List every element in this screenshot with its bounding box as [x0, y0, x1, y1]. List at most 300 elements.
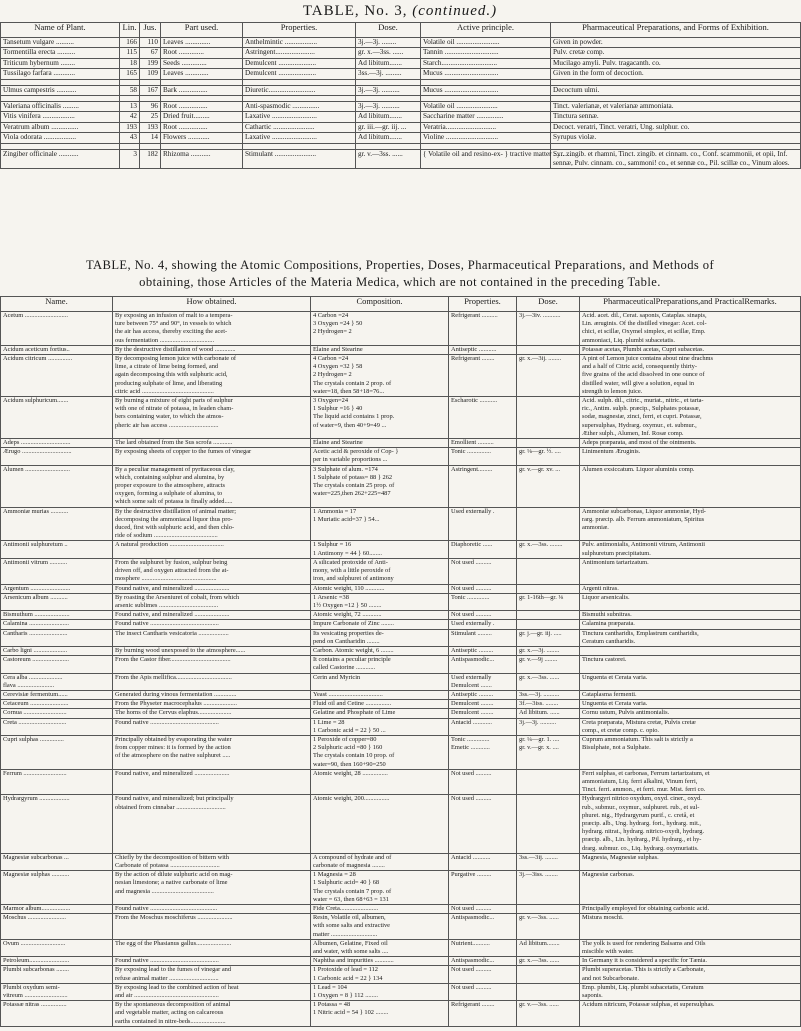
table-4-line: gr. v.—3ss. ......: [519, 1001, 559, 1009]
table-4-cell-prop: [449, 355, 517, 397]
table-4-line: Magnesiæ sulphas ...........: [3, 871, 70, 879]
table-4-cell-name: [1, 558, 113, 584]
table-4-cell-dose: [517, 983, 580, 1000]
table-3-cell: 18: [120, 58, 140, 68]
table-4-line: Lin. æruginis. Of the distilled vinegar: Acet. col-: [582, 320, 707, 328]
table-4-line: Argentum .........................: [3, 584, 71, 592]
table-4-line: gr. j.—gr. iij. .....: [519, 629, 562, 637]
table-3-cell: Root ................: [161, 102, 243, 112]
table-4-line: Emetic ............: [451, 744, 490, 752]
table-3-cell: Viola odorata ..................: [1, 133, 120, 143]
table-3-cell: Demulcent .....................: [243, 58, 356, 68]
table-4-cell-prop: [449, 448, 517, 465]
table-3-column-header: Pharmaceutical Preparations, and Forms of Exhibition.: [551, 23, 801, 38]
table-4-line: sulphuretum præcipitatum.: [582, 549, 651, 557]
table-4-cell-prop: [449, 709, 517, 718]
table-4-cell-dose: [517, 709, 580, 718]
table-4-cell-name: [1, 465, 113, 507]
table-4-line: Alumen exsiccatum. Liquor aluminis comp.: [582, 465, 695, 473]
table-4-line: By roasting the Arseniuret of cobalt, from which: [115, 593, 240, 601]
table-4-line: gr. ¼—gr. 1. ....: [519, 735, 560, 743]
table-4-cell-name: [1, 611, 113, 620]
table-4-row: [1, 735, 801, 769]
table-3-cell: 110: [140, 38, 161, 48]
table-4-cell-dose: [517, 611, 580, 620]
table-4-line: The egg of the Phasianus gallus......................: [115, 939, 232, 947]
table-3-cell: 14: [140, 133, 161, 143]
table-4-line: Antimonii sulphuretum ..: [3, 541, 68, 549]
table-4-cell-prop: [449, 620, 517, 629]
table-4-row: [1, 795, 801, 853]
table-4-line: Acidum citricum ...............: [3, 355, 73, 363]
table-4-line: 3 Oxygen =24 } 50: [313, 320, 363, 328]
table-4-line: distilled water, will give a solution, equal in: [582, 379, 695, 387]
table-4-line: By decomposing lemon juice with carbonate of: [115, 355, 237, 363]
table-4-line: Antimonii vitrum ...........: [3, 558, 68, 566]
table-4-line: Adeps præparata, and most of the ointments.: [582, 439, 697, 447]
table-4-cell-dose: [517, 700, 580, 709]
table-3-cell: Root ................: [161, 122, 243, 132]
table-4-cell-dose: [517, 795, 580, 853]
table-4-cell-name: [1, 914, 113, 940]
table-4-cell-prop: [449, 795, 517, 853]
table-4-cell-prop: [449, 700, 517, 709]
table-3-row: [1, 69, 801, 79]
table-4-line: ammoniæ.: [582, 524, 609, 532]
table-4-line: Ad libitum........: [519, 939, 560, 947]
table-4-line: Atomic weight, 200................: [313, 795, 390, 803]
table-4-line: 2 Hydrogen= 2: [313, 371, 352, 379]
table-4-line: nesian limestone; a native carbonate of lime: [115, 879, 228, 887]
table-4-cell-how: [113, 611, 311, 620]
table-4-cell-prop: [449, 871, 517, 905]
table-4-cell-how: [113, 939, 311, 956]
table-4-line: Calamina .........................: [3, 620, 70, 628]
table-4-line: 2 Sulphuric acid =80 } 160: [313, 744, 383, 752]
table-4-line: Ferri sulphas, et carbonas, Ferrum tartarizatum, et: [582, 769, 710, 777]
table-3-cell: Tinctura sennæ.: [551, 112, 801, 122]
table-4-cell-prep: [580, 448, 801, 465]
table-4-cell-comp: [311, 709, 449, 718]
table-4-cell-comp: [311, 871, 449, 905]
table-4-cell-prep: [580, 558, 801, 584]
table-4-row: [1, 646, 801, 655]
table-4-cell-prop: [449, 541, 517, 558]
table-3-cell: Bark ................: [161, 85, 243, 95]
table-4-line: Principally obtained by evaporating the water: [115, 735, 232, 743]
table-4-cell-how: [113, 448, 311, 465]
table-4-row: [1, 966, 801, 983]
table-4-line: Ammoniæ murias ...........: [3, 507, 69, 515]
table-4-line: Plumbi oxydum semi-: [3, 983, 60, 991]
table-4-cell-prep: [580, 718, 801, 735]
table-4-cell-how: [113, 439, 311, 448]
table-4-line: By the destructive distillation of animal matter;: [115, 507, 237, 515]
table-4-cell-dose: [517, 966, 580, 983]
table-3-cell: 67: [140, 48, 161, 58]
table-3-cell: Flowers ............: [161, 133, 243, 143]
table-4-line: and air .....................................................: [115, 992, 219, 1000]
table-3-cell: Rhizoma ...........: [161, 149, 243, 169]
table-4-line: Emollient ..........: [451, 439, 494, 447]
table-4-cell-comp: [311, 558, 449, 584]
table-4-line: Not used ..........: [451, 966, 492, 974]
table-4-line: water=18, then 58+18=76...: [313, 387, 385, 395]
table-4-cell-comp: [311, 397, 449, 439]
table-3-cell: Leaves ..............: [161, 38, 243, 48]
table-4-line: Refrigerant ........: [451, 355, 495, 363]
table-4-line: Plumbi superacetas. This is strictly a Carbonate,: [582, 966, 706, 974]
table-4-cell-how: [113, 905, 311, 914]
table-4-cell-prop: [449, 905, 517, 914]
table-4-row: [1, 914, 801, 940]
table-4-line: Fide Creta........................: [313, 905, 379, 913]
table-4-line: driven off, and oxygen attracted from the at-: [115, 567, 229, 575]
table-4-cell-comp: [311, 541, 449, 558]
table-4-cell-dose: [517, 957, 580, 966]
table-4-cell-comp: [311, 700, 449, 709]
table-4-line: 1 Antimony = 44 } 60........: [313, 549, 382, 557]
table-4-line: Magnesiæ subcarbonas ...: [3, 853, 69, 861]
table-4-line: From the Castor fiber......................................: [115, 656, 231, 664]
table-3-cell: 165: [120, 69, 140, 79]
table-4-line: 1 Lead = 104: [313, 983, 347, 991]
table-4-line: By the spontaneous decomposition of animal: [115, 1001, 231, 1009]
table-4-cell-name: [1, 439, 113, 448]
table-4-line: 1 Sulphur = 16: [313, 541, 352, 549]
table-4-cell-how: [113, 507, 311, 541]
table-4-cell-dose: [517, 718, 580, 735]
table-4-cell-name: [1, 700, 113, 709]
table-4-cell-prep: [580, 769, 801, 795]
table-4-cell-name: [1, 966, 113, 983]
table-4-cell-name: [1, 905, 113, 914]
table-4-column-header: Dose.: [517, 297, 580, 312]
table-3-cell: 115: [120, 48, 140, 58]
table-4-line: Tonic ...............: [451, 448, 492, 456]
table-4-line: 3j.—3iv. ...........: [519, 312, 561, 319]
table-4-line: and water, with some salts ....: [313, 948, 389, 956]
table-4-cell-dose: [517, 593, 580, 610]
table-4-line: By exposing lead to the fumes of vinegar and: [115, 966, 232, 974]
table-4-cell-comp: [311, 611, 449, 620]
table-4-line: By exposing lead to the combined action of heat: [115, 983, 239, 991]
table-4-row: [1, 439, 801, 448]
table-4-row: [1, 700, 801, 709]
table-4-cell-prop: [449, 611, 517, 620]
table-4-cell-name: [1, 541, 113, 558]
table-4-line: 1 Oxygen = 8 } 112 ........: [313, 992, 379, 1000]
table-4-line: A pint of Lemon juice contains about nine drachms: [582, 355, 713, 363]
table-4-cell-prep: [580, 966, 801, 983]
table-3-cell: Diuretic..........................: [243, 85, 356, 95]
table-4-cell-comp: [311, 939, 449, 956]
table-4-line: Used externally .: [451, 507, 495, 515]
table-3-cell: Demulcent .....................: [243, 69, 356, 79]
table-4-line: Cantharis ........................: [3, 629, 68, 637]
table-4-line: Emp. plumbi, Liq. plumbi subacetatis, Ceratum: [582, 983, 704, 991]
table-4-line: Ammoniæ subcarbonas, Liquor ammoniæ, Hyd-: [582, 507, 706, 515]
table-3-cell: 3: [120, 149, 140, 169]
table-4-line: Not used ..........: [451, 584, 492, 592]
table-4-column-header: PharmaceuticalPreparations,and PracticalRemarks.: [580, 297, 801, 312]
table-4-line: 3j.—3iss. ........: [519, 871, 558, 879]
table-4-column-header: Properties.: [449, 297, 517, 312]
table-4-line: Æther sulph., Alumen, Inf. Rosæ comp.: [582, 429, 684, 437]
table-4-cell-comp: [311, 656, 449, 673]
table-4-line: 1 Nitric acid = 54 } 102 ........: [313, 1009, 389, 1017]
table-4-line: From the Apis mellifica...................................: [115, 673, 232, 681]
table-4-cell-how: [113, 397, 311, 439]
table-4-line: Tonic ..............: [451, 735, 490, 743]
table-4-cell-prop: [449, 983, 517, 1000]
table-4-cell-how: [113, 966, 311, 983]
table-4-line: Found native ..........................................: [115, 905, 218, 913]
table-4-line: arsenic sublimes .....................................: [115, 601, 219, 609]
table-4-line: five grains of the acid dissolved in one ounce of: [582, 371, 705, 379]
table-4-line: præcip. alb., Ung. hydrarg. fort., hydrarg. mit.,: [582, 819, 702, 827]
table-4-line: gr. v.—9j ........: [519, 656, 558, 664]
table-4-line: sodæ, magnesiæ, zinci, ferri, et cupri. Potassæ,: [582, 413, 702, 421]
table-3-cell: Saccharine matter ...............: [421, 112, 551, 122]
table-3-cell: gr. v.—3ss. ......: [356, 149, 421, 169]
table-4-line: proper exposure to the atmosphere, attracts: [115, 482, 226, 490]
table-4-cell-prep: [580, 584, 801, 593]
table-4-line: Not used ..........: [451, 558, 492, 566]
table-3-cell: Astringent......................: [243, 48, 356, 58]
table-4-line: 3ss.—3ij. ........: [519, 853, 558, 861]
table-4-line: Atomic weight, 110 ............: [313, 584, 385, 592]
table-3-cell: Valeriana officinalis .........: [1, 102, 120, 112]
table-4-cell-name: [1, 312, 113, 346]
table-4-line: Bismuthi subnitras.: [582, 611, 632, 619]
table-4-cell-how: [113, 558, 311, 584]
table-4-line: Magnesiæ carbonas.: [582, 871, 635, 879]
table-3-cell: 193: [120, 122, 140, 132]
table-3-cell: Dried fruit.........: [161, 112, 243, 122]
table-4-line: lime, a citrate of lime being formed, and: [115, 363, 219, 371]
table-4-cell-comp: [311, 983, 449, 1000]
table-4-cell-name: [1, 709, 113, 718]
table-4-cell-comp: [311, 593, 449, 610]
table-4-line: 1 Lime = 28: [313, 718, 345, 726]
table-4-line: Found native, and mineralized ......................: [115, 611, 230, 619]
table-4-cell-comp: [311, 355, 449, 397]
table-4-line: which, containing sulphur and alumina, by: [115, 473, 225, 481]
table-4-line: Tonic ..............: [451, 593, 490, 601]
table-4-line: drarg. submur. co., Liq. hydrarg. oxymuriatis.: [582, 844, 699, 852]
table-4-line: carbonate of magnesia ........: [313, 862, 385, 869]
table-4-line: Creta ..............................: [3, 718, 67, 726]
table-4-cell-comp: [311, 966, 449, 983]
table-4-line: Bisulphate, not a Sulphate.: [582, 744, 651, 752]
table-4-line: gr. x.—3ss. ........: [519, 541, 563, 549]
table-4-column-header: Composition.: [311, 297, 449, 312]
table-4: [0, 296, 801, 1027]
table-4-cell-dose: [517, 345, 580, 354]
table-4-row: [1, 507, 801, 541]
table-4-row: [1, 584, 801, 593]
table-4-row: [1, 656, 801, 673]
table-4-line: obtained from cinnabar ...............................: [115, 803, 226, 811]
table-4-line: Ærugo ...............................: [3, 448, 72, 456]
table-4-line: Acidum sulphuricum.......: [3, 397, 69, 405]
table-4-heading-line2: obtaining, those Articles of the Materia Medica, which are not contained in the preceding Table.: [139, 275, 661, 289]
table-3-cell: 58: [120, 85, 140, 95]
table-4-line: rarg. præcip. alb. Ferrum ammoniatum, Spiritus: [582, 515, 705, 523]
table-4-line: Cornu ustum, Pulvis antimonialis.: [582, 709, 670, 717]
table-4-line: ous fermentation ..................................: [115, 336, 215, 344]
table-4-line: It contains a peculiar principle: [313, 656, 391, 664]
table-4-line: from copper mines: it is formed by the action: [115, 744, 231, 752]
table-4-line: Acidum aceticum fortius..: [3, 345, 70, 353]
table-4-cell-dose: [517, 1001, 580, 1027]
table-4-row: [1, 629, 801, 646]
table-4-cell-prop: [449, 312, 517, 346]
table-4-line: Ad libitum. ......: [519, 709, 560, 717]
table-4-line: of the atmosphere on the native sulphuret .....: [115, 752, 231, 760]
table-4-line: 2 Hydrogen= 2: [313, 328, 352, 336]
table-4-line: strength to lemon juice.: [582, 387, 643, 395]
table-4-cell-comp: [311, 345, 449, 354]
table-4-line: Carbonate of potassa ...............................: [115, 862, 220, 869]
table-4-line: 1 Arsenic =38: [313, 593, 349, 601]
table-3-cell: 3j.—3j. ..........: [356, 85, 421, 95]
table-4-cell-how: [113, 735, 311, 769]
table-4-cell-prep: [580, 957, 801, 966]
table-4-line: 1 Sulphate of potass= 88 } 262: [313, 473, 393, 481]
table-4-cell-comp: [311, 690, 449, 699]
table-4-cell-comp: [311, 584, 449, 593]
table-3-column-header: Part used.: [161, 23, 243, 38]
table-3-column-header: Lin.: [120, 23, 140, 38]
table-4-cell-how: [113, 629, 311, 646]
table-4-cell-dose: [517, 673, 580, 690]
table-4-line: gr. x.—3ss. ......: [519, 957, 560, 965]
table-4-cell-name: [1, 397, 113, 439]
table-4-line: rub., submur., oxymur., sulphuret. rub., et sul-: [582, 803, 700, 811]
table-4-line: Antiseptic .........: [451, 690, 494, 698]
table-4-line: 1½ Oxygen =12 } 50 ........: [313, 601, 382, 609]
table-4-line: The liquid acid contains 1 prop.: [313, 413, 395, 421]
table-4-line: duced, first with sulphuric acid, and then chlo-: [115, 524, 235, 532]
table-3-cell: Tannin ..............................: [421, 48, 551, 58]
table-4-cell-how: [113, 690, 311, 699]
table-4-line: Acidum nitricum, Potassæ sulphas, et supersulphas.: [582, 1001, 715, 1009]
table-3-cell: { Volatile oil and resino-ex- } tractive matter ............: [421, 149, 551, 169]
table-3-cell: Volatile oil ........................: [421, 38, 551, 48]
table-3-cell: Given in the form of decoction.: [551, 69, 801, 79]
table-4-cell-prop: [449, 718, 517, 735]
table-4-cell-how: [113, 853, 311, 870]
table-4-cell-how: [113, 709, 311, 718]
table-4-line: 1 Potassa = 48: [313, 1001, 351, 1009]
table-3-row: [1, 133, 801, 143]
table-4-line: hydrarg. nitrat., hydrarg. nitrico-oxydi, hydrarg.: [582, 828, 705, 836]
table-4-line: Antacid ...........: [451, 853, 491, 861]
table-4-line: Purgative .........: [451, 871, 492, 879]
table-3-cell: Syrupus violæ.: [551, 133, 801, 143]
table-4-line: miscible with water.: [582, 948, 634, 956]
table-4-line: ammoniatum, Liq. ferri alkalini, Vinum ferri,: [582, 777, 698, 785]
table-4-line: flava .......................: [3, 681, 55, 689]
table-3-cell: gr. iii.—gr. iij. ...: [356, 122, 421, 132]
table-4-cell-name: [1, 620, 113, 629]
table-4-line: Demulcent ........: [451, 700, 494, 708]
table-4-heading-line1: TABLE, No. 4, showing the Atomic Compositions, Properties, Doses, Pharmaceutical Preparations, and Methods of: [85, 258, 715, 272]
table-4-line: Gelatine and Phosphate of Lime: [313, 709, 396, 717]
table-4-line: The insect Cantharis vesicatoria ...................: [115, 629, 229, 637]
table-4-cell-how: [113, 718, 311, 735]
table-4-cell-how: [113, 957, 311, 966]
table-4-line: Acid. acet. dil., Cerat. saponis, Cataplas. sinapis,: [582, 312, 707, 319]
table-4-line: The lard obtained from the Sus scrofa ............: [115, 439, 233, 447]
table-3-column-header: Dose.: [356, 23, 421, 38]
table-3-cell: Cathartic .......................: [243, 122, 356, 132]
table-4-cell-comp: [311, 646, 449, 655]
table-3-cell: Pulv. cretæ comp.: [551, 48, 801, 58]
table-4-cell-prep: [580, 355, 801, 397]
table-4-line: The horns of the Cervus elaphus.....................: [115, 709, 232, 717]
table-4-line: Unguenta et Cerata varia.: [582, 700, 648, 708]
table-3-cell: Root ..............: [161, 48, 243, 58]
table-4-cell-dose: [517, 312, 580, 346]
table-4-line: By a peculiar management of pyritaceous clay,: [115, 465, 235, 473]
table-4-line: of water=9, then 40+9=49 ...: [313, 421, 387, 429]
table-4-cell-prep: [580, 507, 801, 541]
table-4-line: 3 Sulphate of alum. =174: [313, 465, 378, 473]
table-4-cell-prep: [580, 673, 801, 690]
table-4-line: supersulphas, Hydrarg. oxymur., et. submur.,: [582, 421, 697, 429]
table-4-cell-prep: [580, 611, 801, 620]
table-4-cell-name: [1, 690, 113, 699]
table-4-line: 3 Oxygen=24: [313, 397, 349, 405]
table-4-line: per in variable proportions ...: [313, 456, 388, 464]
table-4-cell-dose: [517, 646, 580, 655]
table-3-cell: Tinct. valerianæ, et valerianæ ammoniata.: [551, 102, 801, 112]
table-4-line: Antiseptic .........: [451, 646, 494, 654]
table-4-cell-prep: [580, 690, 801, 699]
table-4-line: vitreum ...........................: [3, 992, 68, 1000]
table-4-line: Hydrargyrum ...................: [3, 795, 70, 803]
table-4-cell-comp: [311, 795, 449, 853]
table-4-line: Mistura moschi.: [582, 914, 624, 922]
table-4-line: Its vesicating properties de-: [313, 629, 384, 637]
table-4-cell-how: [113, 1001, 311, 1027]
table-3-cell: 3j.—3j. ........: [356, 38, 421, 48]
table-4-cell-prop: [449, 646, 517, 655]
table-4-line: Generated during vinous fermentation ..............: [115, 690, 237, 698]
table-4-line: Refrigerant ........: [451, 1001, 495, 1009]
table-4-cell-dose: [517, 905, 580, 914]
table-4-cell-name: [1, 718, 113, 735]
table-4-line: Adeps ...............................: [3, 439, 71, 447]
table-3-row: [1, 149, 801, 169]
table-4-line: Nutrient...........: [451, 939, 490, 947]
table-4-cell-name: [1, 957, 113, 966]
table-4-cell-prop: [449, 853, 517, 870]
table-4-cell-prep: [580, 656, 801, 673]
table-4-line: Found native, and mineralized ......................: [115, 584, 230, 592]
table-4-line: Albumen, Gelatine, Fixed oil: [313, 939, 388, 947]
table-4-line: 1 Magnesia = 28: [313, 871, 356, 879]
table-3-cell: Mucilago amyli. Pulv. tragacanth. co.: [551, 58, 801, 68]
table-3-cell: 167: [140, 85, 161, 95]
table-4-cell-dose: [517, 620, 580, 629]
table-4-cell-comp: [311, 718, 449, 735]
table-4-cell-prep: [580, 939, 801, 956]
table-4-line: Antispasmodic...: [451, 656, 495, 664]
